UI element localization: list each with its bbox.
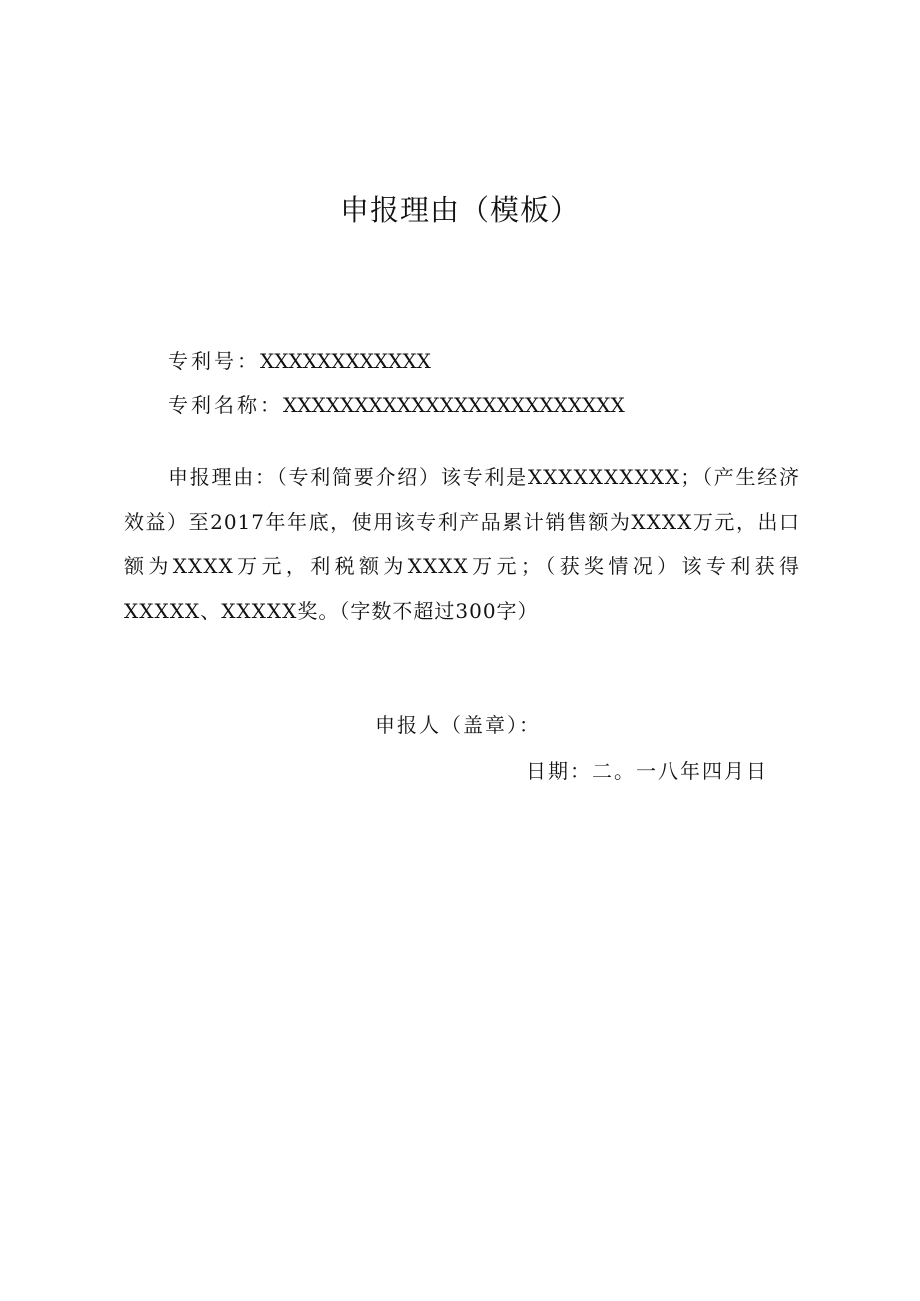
application-reason-paragraph: 申报理由：（专利简要介绍）该专利是XXXXXXXXXX；（产生经济效益）至2017年年底，使用该专利产品累计销售额为XXXX万元，出口额为XXXX万元，利税额为XXXX万元；（获奖情况）该专利获得XXXXX、XXXXX奖。（字数不超过300字）	[124, 465, 800, 623]
patent-name-value: XXXXXXXXXXXXXXXXXXXXXXXX	[283, 393, 625, 417]
patent-number-label: 专利号：	[168, 349, 260, 373]
patent-number-value: XXXXXXXXXXXX	[260, 349, 431, 373]
patent-number-line	[168, 346, 431, 376]
applicant-seal-line: 申报人（盖章）：	[375, 713, 541, 737]
document-title: 申报理由（模板）	[339, 193, 580, 227]
patent-name-line	[168, 390, 625, 420]
date-line: 日期：二。一八年四月日	[526, 759, 768, 783]
patent-name-label: 专利名称：	[168, 393, 283, 417]
